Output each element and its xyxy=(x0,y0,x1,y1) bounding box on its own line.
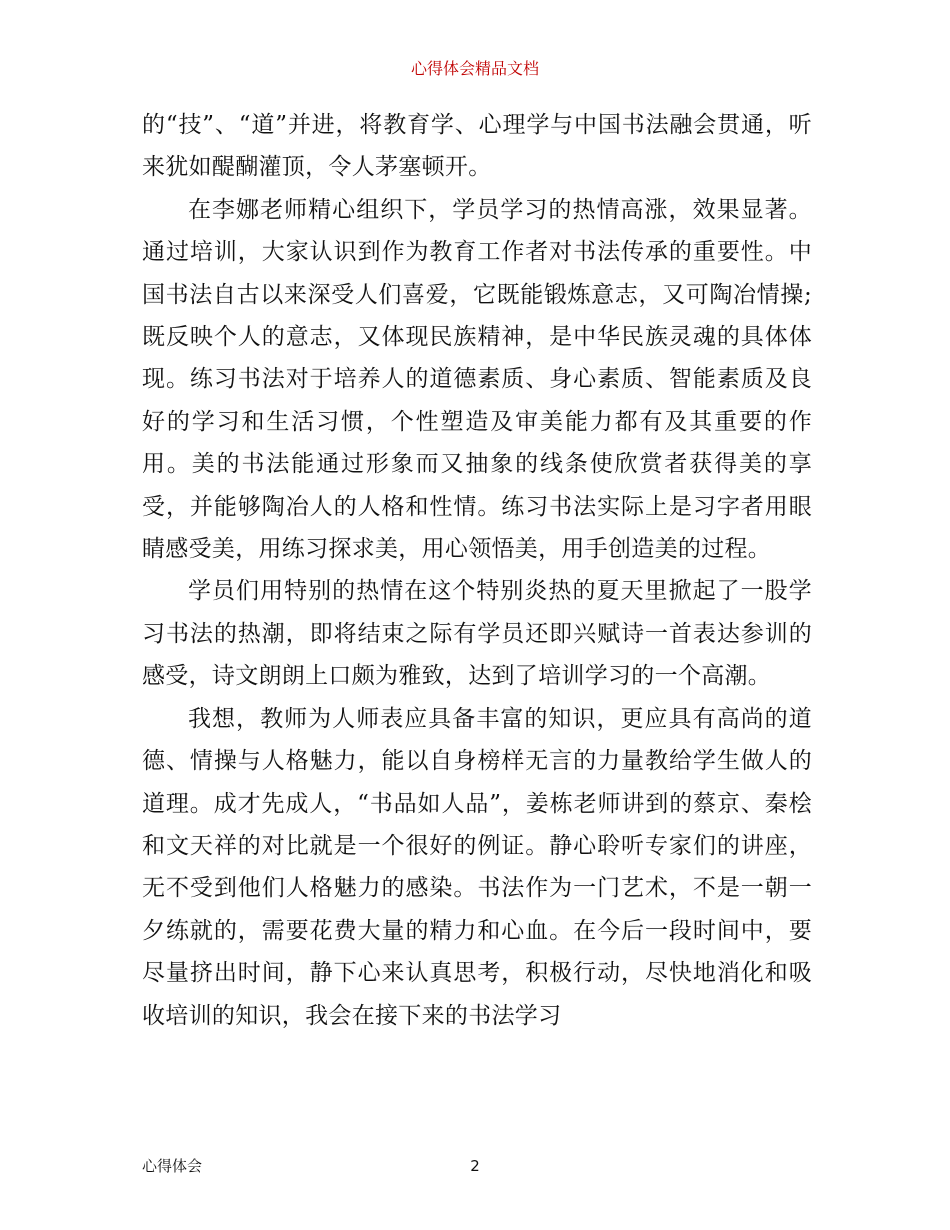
page-number: 2 xyxy=(470,1157,480,1175)
paragraph-2: 在李娜老师精心组织下，学员学习的热情高涨，效果显著。通过培训，大家认识到作为教育工作者对书法传承的重要性。中国书法自古以来深受人们喜爱，它既能锻炼意志，又可陶冶情操;既反映个人的意志，又体现民族精神，是中华民族灵魂的具体体现。练习书法对于培养人的道德素质、身心素质、智能素质及良好的学习和生活习惯，个性塑造及审美能力都有及其重要的作用。美的书法能通过形象而又抽象的线条使欣赏者获得美的享受，并能够陶冶人的人格和性情。练习书法实际上是习字者用眼睛感受美，用练习探求美，用心领悟美，用手创造美的过程。 xyxy=(142,196,812,563)
paragraph-3: 学员们用特别的热情在这个特别炎热的夏天里掀起了一股学习书法的热潮，即将结束之际有学员还即兴赋诗一首表达参训的感受，诗文朗朗上口颇为雅致，达到了培训学习的一个高潮。 xyxy=(142,578,812,690)
page-header-title: 心得体会精品文档 xyxy=(410,59,539,78)
paragraph-1: 的“技”、“道”并进，将教育学、心理学与中国书法融会贯通，听来犹如醍醐灌顶，令人茅塞顿开。 xyxy=(142,112,812,181)
footer-label: 心得体会 xyxy=(142,1157,203,1175)
document-body xyxy=(142,104,812,1037)
paragraph-4: 我想，教师为人师表应具备丰富的知识，更应具有高尚的道德、情操与人格魅力，能以自身榜样无言的力量教给学生做人的道理。成才先成人，“书品如人品”，姜栋老师讲到的蔡京、秦桧和文天祥的对比就是一个很好的例证。静心聆听专家们的讲座，无不受到他们人格魅力的感染。书法作为一门艺术，不是一朝一夕练就的，需要花费大量的精力和心血。在今后一段时间中，要尽量挤出时间，静下心来认真思考，积极行动，尽快地消化和吸收培训的知识，我会在接下来的书法学习 xyxy=(142,705,812,1029)
